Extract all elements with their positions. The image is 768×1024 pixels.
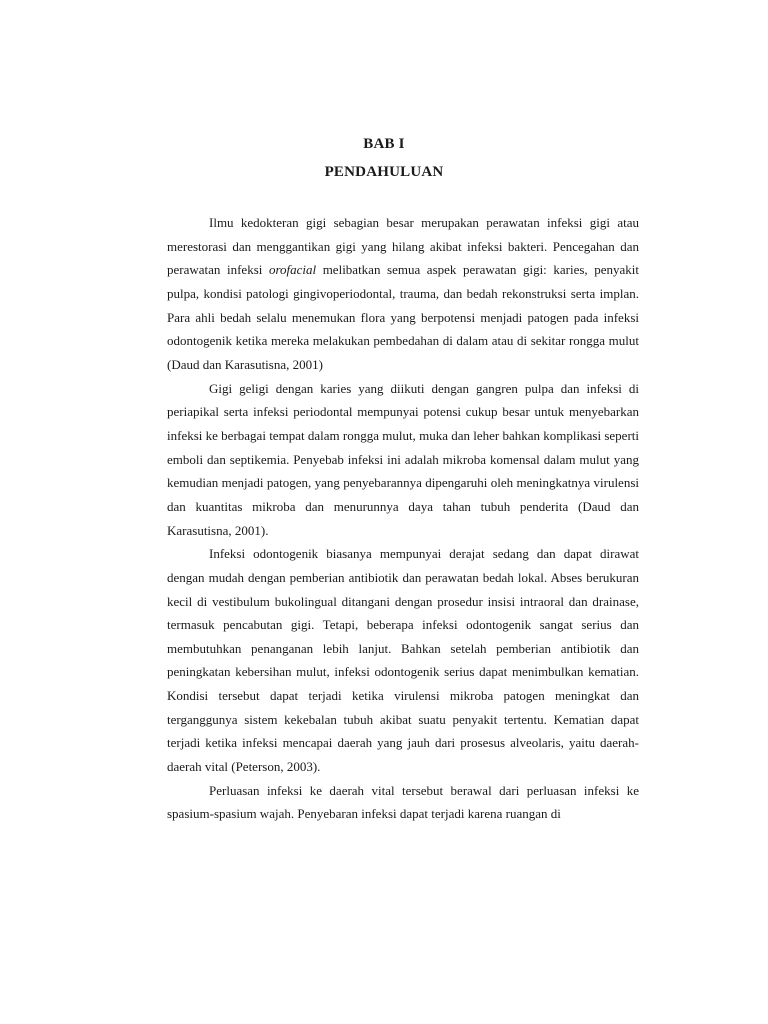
paragraph-4: Perluasan infeksi ke daerah vital tersebut berawal dari perluasan infeksi ke spasium-spasium wajah. Penyebaran infeksi dapat terjadi karena ruangan di <box>167 782 639 822</box>
chapter-title: PENDAHULUAN <box>324 164 444 180</box>
italic-term: orofacial <box>268 262 317 278</box>
paragraph-3: Infeksi odontogenik biasanya mempunyai derajat sedang dan dapat dirawat dengan mudah dengan pemberian antibiotik dan perawatan bedah lokal. Abses berukuran kecil di vestibulum bukolingual ditangani dengan prosedur insisi intraoral dan drainase, termasuk pencabutan gigi. Tetapi, beberapa infeksi odontogenik sangat serius dan membutuhkan penanganan lebih lanjut. Bahkan setelah pemberian antibiotik dan peningkatan kebersihan mulut, infeksi odontogenik serius dapat menimbulkan kematian. Kondisi tersebut dapat terjadi ketika virulensi mikroba patogen meningkat dan terganggunya sistem kekebalan tubuh akibat suatu penyakit tertentu. Kematian dapat terjadi ketika infeksi mencapai daerah yang jauh dari prosesus alveolaris, yaitu daerah-daerah vital (Peterson, 2003). <box>167 546 639 775</box>
paragraph-2: Gigi geligi dengan karies yang diikuti dengan gangren pulpa dan infeksi di periapikal serta infeksi periodontal mempunyai potensi cukup besar untuk menyebarkan infeksi ke berbagai tempat dalam rongga mulut, muka dan leher bahkan komplikasi seperti emboli dan septikemia. Penyebab infeksi ini adalah mikroba komensal dalam mulut yang kemudian menjadi patogen, yang penyebarannya dipengaruhi oleh meningkatnya virulensi dan kuantitas mikroba dan menurunnya daya tahan tubuh penderita (Daud dan Karasutisna, 2001). <box>167 380 639 538</box>
body-text <box>167 211 639 826</box>
chapter-number: BAB I <box>363 136 405 152</box>
paragraph-1: Ilmu kedokteran gigi sebagian besar merupakan perawatan infeksi gigi atau merestorasi dan menggantikan gigi yang hilang akibat infeksi bakteri. Pencegahan dan perawatan infeksi orofacial melibatkan semua aspek perawatan gigi: karies, penyakit pulpa, kondisi patologi gingivoperiodontal, trauma, dan bedah rekonstruksi serta implan. Para ahli bedah selalu menemukan flora yang berpotensi menjadi patogen pada infeksi odontogenik ketika mereka melakukan pembedahan di dalam atau di sekitar rongga mulut (Daud dan Karasutisna, 2001) <box>167 215 639 372</box>
